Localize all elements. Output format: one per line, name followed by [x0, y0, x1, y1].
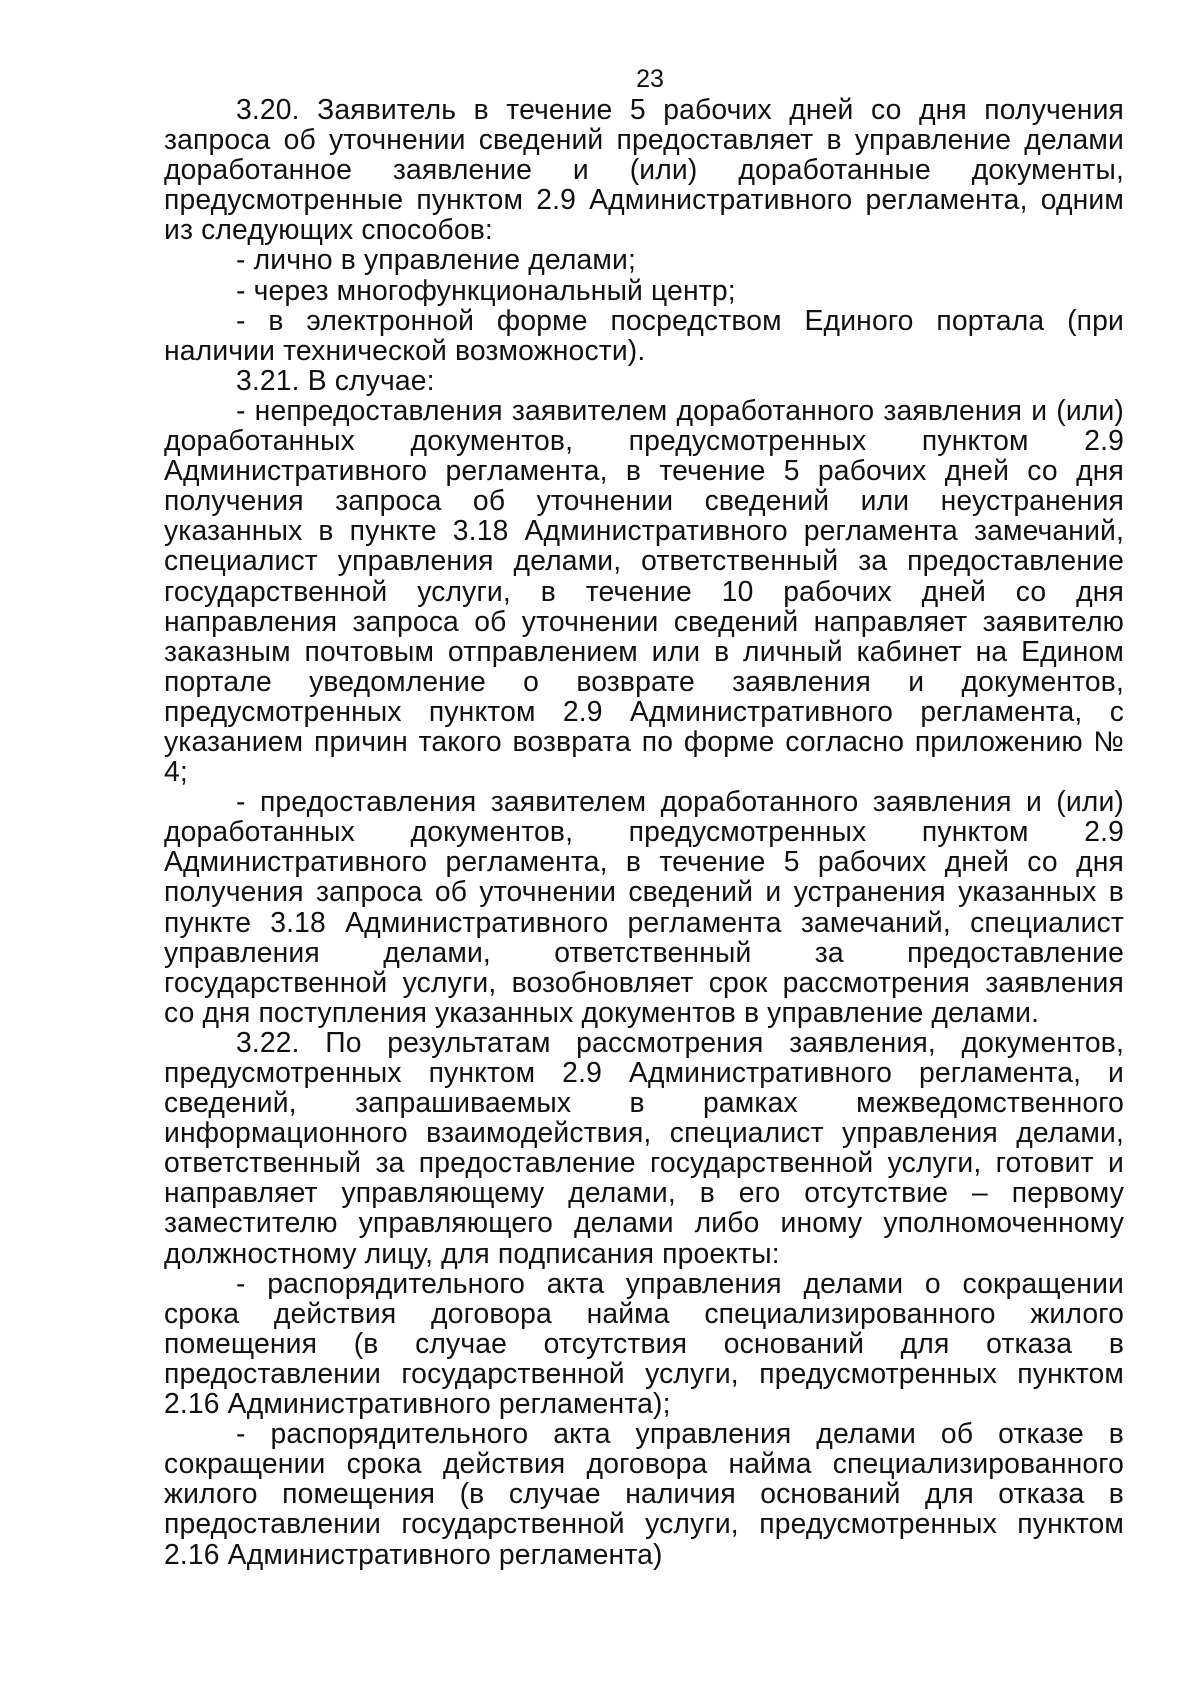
list-item-electronic: - в электронной форме посредством Единого портала (при наличии технической возможности). [164, 303, 1124, 366]
list-item-non-submission: - непредоставления заявителем доработанного заявления и (или) доработанных документов, предусмотренных пунктом 2.9 Административного регламента, в течение 5 рабочих дней со дня получения запроса об уточнении сведений или неустранения указанных в пункте 3.18 Административного регламента замечаний, специалист управления делами, ответственный за предоставление государственной услуги, в течение 10 рабочих дней со дня направления запроса об уточнении сведений направляет заявителю заказным почтовым отправлением или в личный кабинет на Едином портале уведомление о возврате заявления и документов, предусмотренных пунктом 2.9 Административного регламента, с указанием причин такого возврата по форме согласно приложению № 4; [164, 393, 1124, 788]
list-item-in-person: - лично в управление делами; [236, 243, 636, 276]
document-body [164, 94, 1124, 1569]
paragraph-3-20: 3.20. Заявитель в течение 5 рабочих дней со дня получения запроса об уточнении сведений предоставляет в управление делами доработанное заявление и (или) доработанные документы, предусмотренные пунктом 2.9 Административного регламента, одним из следующих способов: [164, 93, 1124, 246]
page-number: 23 [636, 65, 664, 93]
paragraph-3-22: 3.22. По результатам рассмотрения заявления, документов, предусмотренных пунктом 2.9 Административного регламента, и сведений, запрашиваемых в рамках межведомственного информационного взаимодействия, специалист управления делами, ответственный за предоставление государственной услуги, готовит и направляет управляющему делами, в его отсутствие – первому заместителю управляющего делами либо иному уполномоченному должностному лицу, для подписания проекты: [164, 1025, 1124, 1269]
paragraph-3-21: 3.21. В случае: [236, 363, 435, 396]
list-item-act-reduction: - распорядительного акта управления делами о сокращении срока действия договора найма специализированного жилого помещения (в случае отсутствия оснований для отказа в предоставлении государственной услуги, предусмотренных пунктом 2.16 Административного регламента); [164, 1266, 1124, 1420]
list-item-act-refusal: - распорядительного акта управления делами об отказе в сокращении срока действия договора найма специализированного жилого помещения (в случае наличия оснований для отказа в предоставлении государственной услуги, предусмотренных пунктом 2.16 Административного регламента) [164, 1417, 1124, 1570]
list-item-mfc: - через многофункциональный центр; [236, 273, 736, 306]
list-item-submission: - предоставления заявителем доработанного заявления и (или) доработанных документов, предусмотренных пунктом 2.9 Административного регламента, в течение 5 рабочих дней со дня получения запроса об уточнении сведений и устранения указанных в пункте 3.18 Административного регламента замечаний, специалист управления делами, ответственный за предоставление государственной услуги, возобновляет срок рассмотрения заявления со дня поступления указанных документов в управление делами. [164, 785, 1124, 1028]
